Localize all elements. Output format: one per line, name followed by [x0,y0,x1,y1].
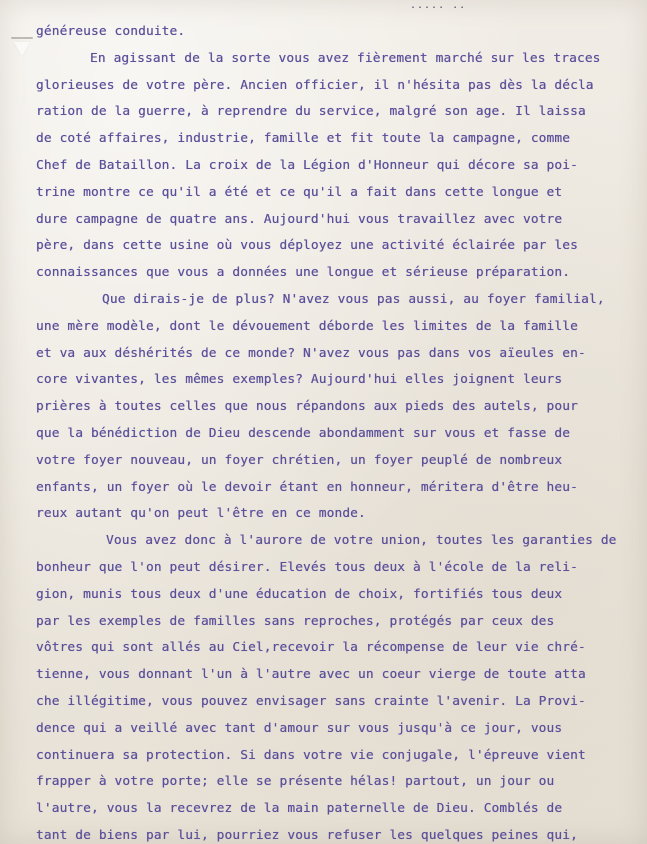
text-line: gion, munis tous deux d'une éducation de choix, fortifiés tous deux [36,586,563,602]
text-line: che illégitime, vous pouvez envisager sans crainte l'avenir. La Provi- [36,693,586,709]
text-line: dence qui a veillé avec tant d'amour sur vous jusqu'à ce jour, vous [36,720,563,736]
text-line: Chef de Bataillon. La croix de la Légion d'Honneur qui décore sa poi- [36,157,578,173]
text-line: glorieuses de votre père. Ancien officier, il n'hésita pas dès la décla [36,77,594,93]
text-line: l'autre, vous la recevrez de la main paternelle de Dieu. Comblés de [36,801,563,817]
text-line: reux autant qu'on peut l'être en ce monde. [36,506,366,522]
text-line: ration de la guerre, à reprendre du service, malgré son age. Il laissa [36,104,586,120]
text-line: tant de biens par lui, pourriez vous refuser les quelques peines qui, [36,827,578,843]
text-line: tienne, vous donnant l'un à l'autre avec un coeur vierge de toute atta [36,667,586,683]
text-line: frapper à votre porte; elle se présente hélas! partout, un jour ou [36,774,555,790]
text-line: et va aux déshérités de ce monde? N'avez vous pas dans vos aïeules en- [36,345,586,361]
text-line: que la bénédiction de Dieu descende abondamment sur vous et fasse de [36,425,571,441]
text-line: continuera sa protection. Si dans votre vie conjugale, l'épreuve vient [36,747,586,763]
text-line: bonheur que l'on peut désirer. Elevés tous deux à l'école de la reli- [36,559,578,575]
text-line: vôtres qui sont allés au Ciel,recevoir la récompense de leur vie chré- [36,640,586,656]
text-line: Que dirais-je de plus? N'avez vous pas aussi, au foyer familial, [102,291,605,307]
text-line: par les exemples de familles sans reproches, protégés par ceux des [36,613,555,629]
top-marks: ..... .. [410,0,467,11]
text-line: prières à toutes celles que nous répandons aux pieds des autels, pour [36,399,578,415]
text-line: core vivantes, les mêmes exemples? Aujourd'hui elles joignent leurs [36,372,563,388]
text-line: connaissances que vous a données une longue et sérieuse préparation. [36,265,571,281]
text-line: de coté affaires, industrie, famille et fit toute la campagne, comme [36,131,571,147]
text-line: Vous avez donc à l'aurore de votre union, toutes les garanties de [106,533,617,549]
binder-mark [11,34,33,58]
page-text [36,19,636,844]
text-line: une mère modèle, dont le dévouement déborde les limites de la famille [36,318,578,334]
text-line: père, dans cette usine où vous déployez une activité éclairée par les [36,238,578,254]
text-line: généreuse conduite. [36,24,186,39]
text-line: enfants, un foyer où le devoir étant en honneur, méritera d'être heu- [36,479,578,495]
text-line: votre foyer nouveau, un foyer chrétien, un foyer peuplé de nombreux [36,452,563,468]
text-line: En agissant de la sorte vous avez fièrement marché sur les traces [90,50,601,66]
text-line: dure campagne de quatre ans. Aujourd'hui vous travaillez avec votre [36,211,563,227]
text-line: trine montre ce qu'il a été et ce qu'il a fait dans cette longue et [36,184,563,200]
